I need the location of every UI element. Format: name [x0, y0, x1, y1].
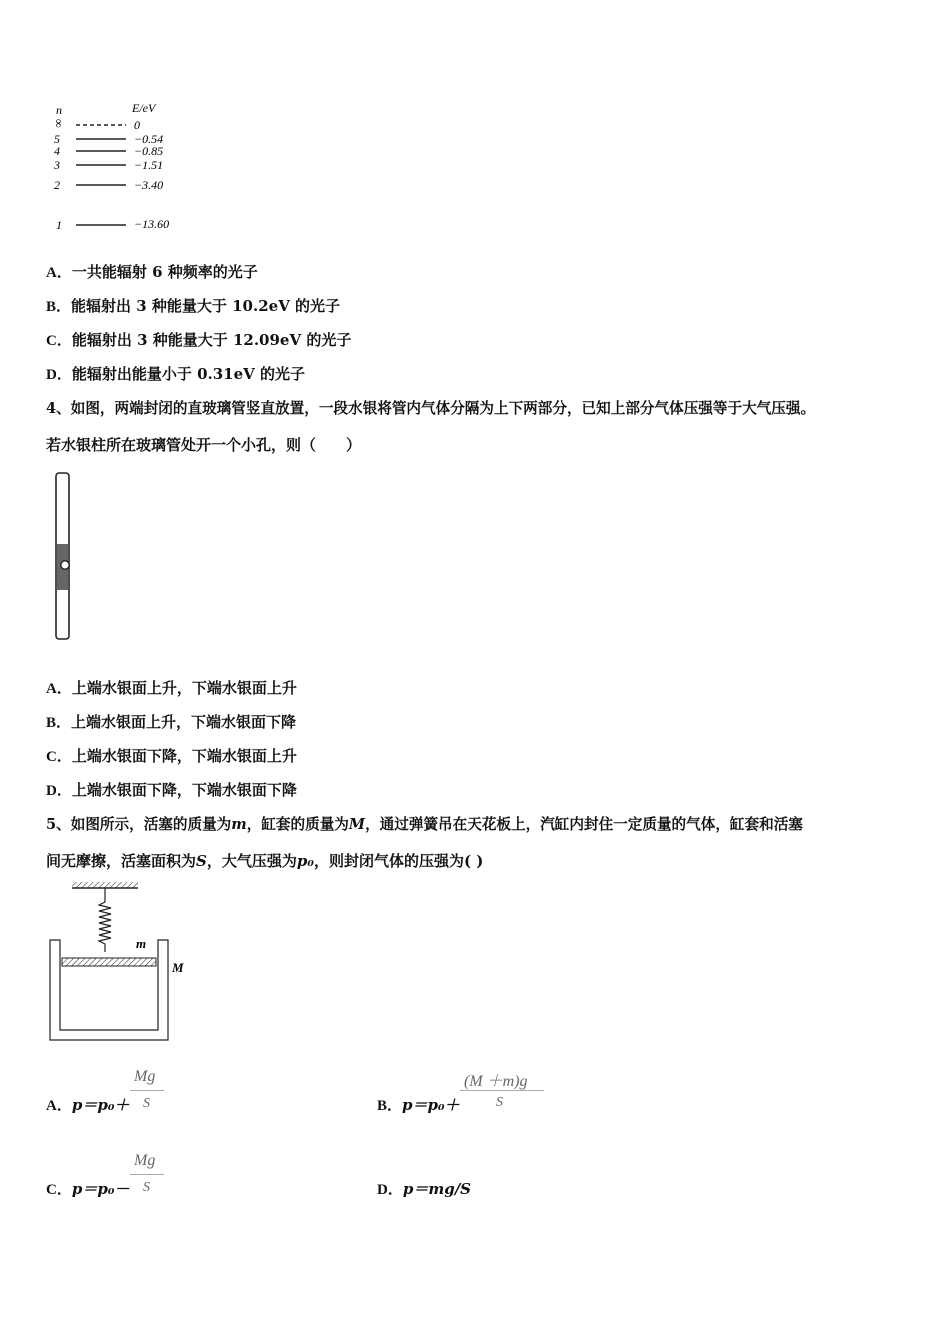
q5-option-c[interactable]: C．p＝p₀－: [46, 1180, 130, 1198]
glass-tube-figure: [50, 470, 80, 642]
cylinder-sleeve: [50, 940, 168, 1040]
level-n-label: 5: [54, 132, 60, 146]
cylinder-spring-figure: [44, 880, 204, 1045]
level-n-label: 3: [54, 158, 60, 172]
q3-option-b[interactable]: B．能辐射出 3 种能量大于 10.2eV 的光子: [46, 297, 341, 315]
q5-option-a[interactable]: A．p＝p₀＋: [46, 1096, 130, 1114]
n-axis-header: n: [56, 103, 62, 117]
q3-option-c[interactable]: C．能辐射出 3 种能量大于 12.09eV 的光子: [46, 331, 352, 349]
level-1: [56, 217, 169, 232]
var-p0: p₀: [296, 852, 314, 870]
q4-stem-line1: 4、如图，两端封闭的直玻璃管竖直放置，一段水银将管内气体分隔为上下两部分，已知上部分气体压强等于大气压强。: [46, 400, 816, 417]
var-S: S: [196, 852, 207, 870]
var-m: m: [231, 816, 247, 833]
level-n-label: 4: [54, 144, 60, 158]
q5-stem-line2: 间无摩擦，活塞面积为S，大气压强为p₀，则封闭气体的压强为( ): [46, 852, 484, 870]
q4-option-c[interactable]: C．上端水银面下降，下端水银面上升: [46, 747, 297, 765]
level-energy-label: −0.85: [134, 144, 164, 158]
ceiling: [72, 882, 138, 888]
q4-option-b[interactable]: B．上端水银面上升，下端水银面下降: [46, 713, 297, 731]
level-2: [54, 178, 163, 192]
level-inf: [52, 118, 140, 132]
q5-option-a-fraction: Mg S: [130, 1068, 166, 1116]
q5-option-b-fraction: (M ＋m)g S: [460, 1068, 550, 1118]
level-4: [54, 144, 163, 158]
level-3: [53, 158, 163, 172]
q3-option-a[interactable]: A．一共能辐射 6 种频率的光子: [46, 263, 258, 281]
q4-option-d[interactable]: D．上端水银面下降，下端水银面下降: [46, 781, 297, 799]
q5-option-c-fraction: Mg S: [130, 1152, 166, 1200]
level-n-label: 2: [54, 178, 60, 192]
var-M: M: [348, 816, 366, 833]
q4-option-a[interactable]: A．上端水银面上升，下端水银面上升: [46, 679, 297, 697]
sleeve-mass-label: M: [172, 960, 184, 975]
q5-option-d[interactable]: D．p＝mg/S: [377, 1180, 472, 1198]
spring: [99, 888, 111, 952]
energy-level-diagram: [48, 98, 198, 240]
small-hole: [61, 561, 69, 569]
piston-mass-label: m: [136, 936, 147, 951]
level-energy-label: −13.60: [134, 217, 170, 231]
piston: [62, 958, 156, 966]
level-energy-label: 0: [134, 118, 140, 132]
q5-stem-line1: 5、如图所示，活塞的质量为m，缸套的质量为M，通过弹簧吊在天花板上，汽缸内封住一定质量的气体，缸套和活塞: [46, 816, 803, 833]
level-energy-label: −0.54: [134, 132, 164, 146]
level-energy-label: −3.40: [134, 178, 164, 192]
level-energy-label: −1.51: [134, 158, 164, 172]
level-n-label: ∞: [52, 119, 66, 128]
q3-option-d[interactable]: D．能辐射出能量小于 0.31eV 的光子: [46, 365, 306, 383]
q5-option-b[interactable]: B．p＝p₀＋: [377, 1096, 460, 1114]
energy-axis-header: E/eV: [132, 101, 156, 115]
level-n-label: 1: [56, 218, 62, 232]
q4-stem-line2: 若水银柱所在玻璃管处开一个小孔，则（ ）: [46, 436, 362, 454]
